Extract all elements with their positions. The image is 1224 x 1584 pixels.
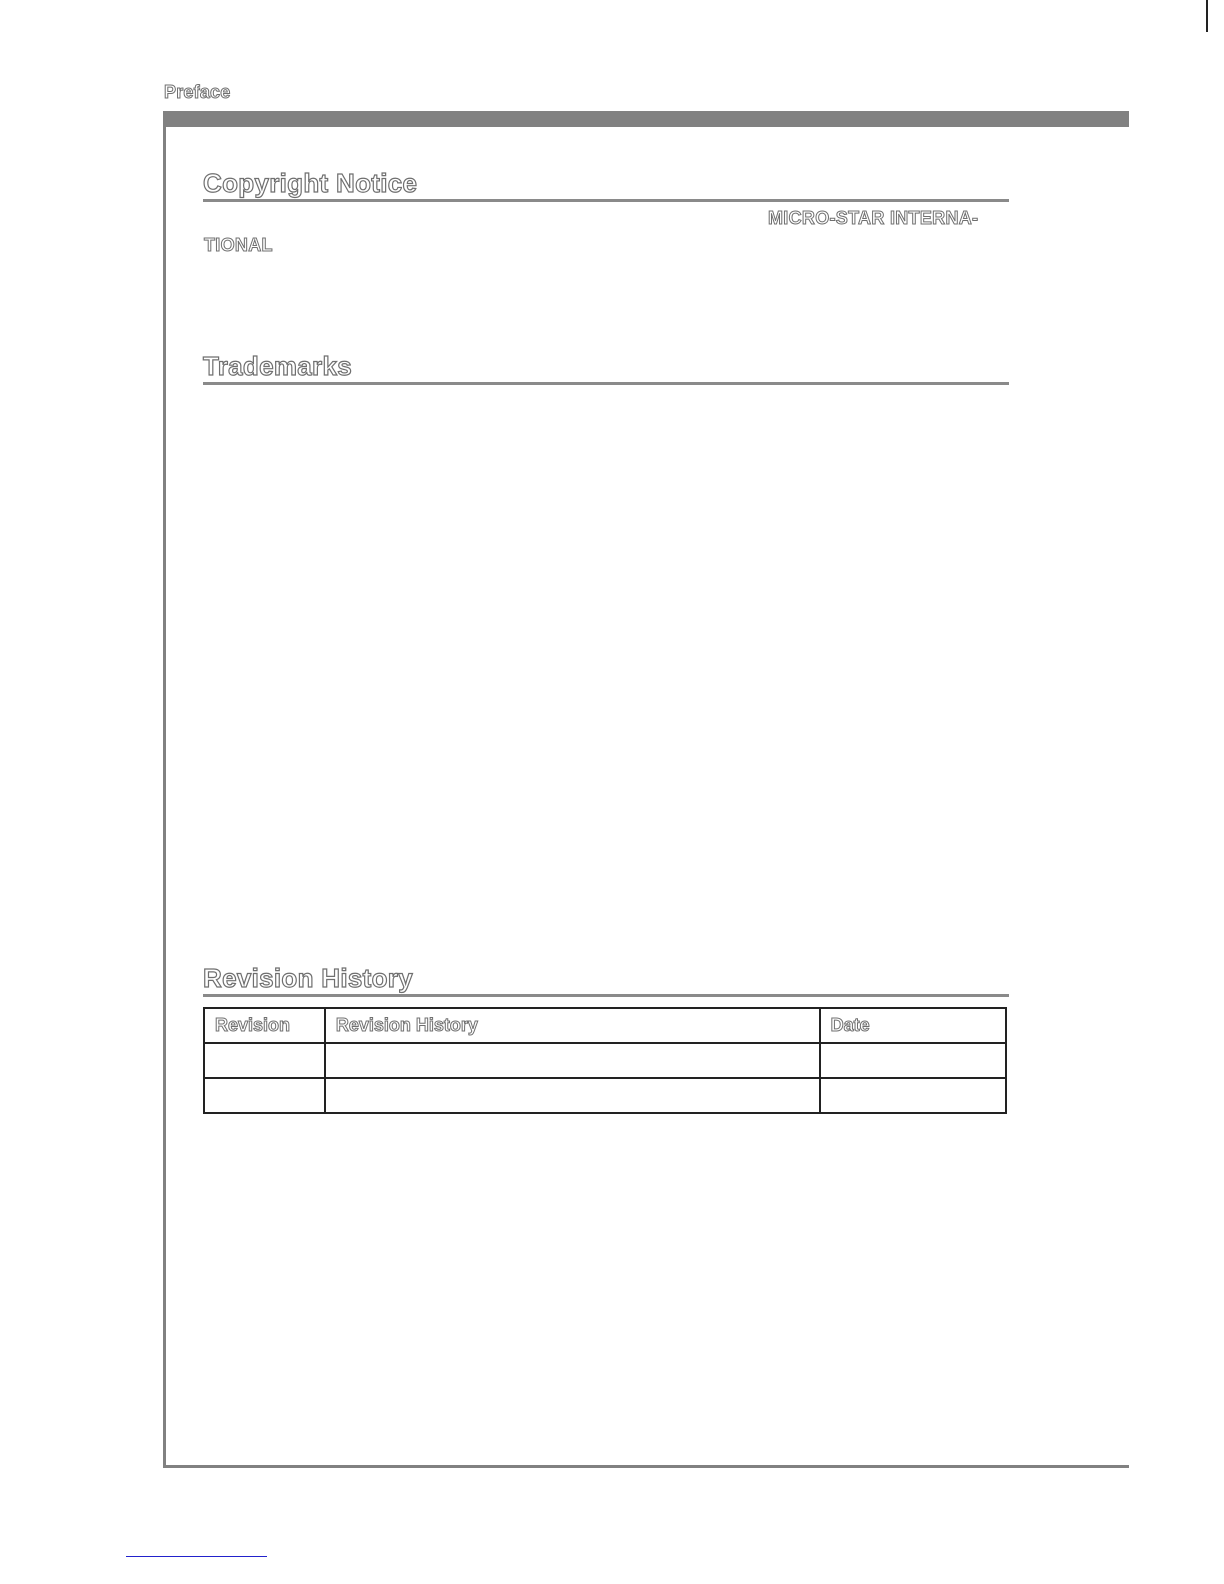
table-cell — [820, 1043, 1006, 1078]
footer-link-underline[interactable] — [126, 1556, 267, 1557]
company-name-part-2: TIONAL — [204, 235, 273, 255]
table-row — [204, 1043, 1006, 1078]
date-column-header: Date — [820, 1008, 1006, 1043]
page-corner-mark — [1206, 0, 1208, 32]
left-margin-rule — [163, 111, 166, 1467]
table-cell — [204, 1078, 325, 1113]
revision-history-column-header: Revision History — [325, 1008, 820, 1043]
table-cell — [204, 1043, 325, 1078]
trademarks-heading: Trademarks — [203, 351, 1009, 385]
copyright-notice-heading: Copyright Notice — [203, 168, 1009, 202]
revision-history-table — [203, 1007, 1007, 1114]
table-row — [204, 1078, 1006, 1113]
revision-history-heading: Revision History — [203, 963, 1009, 997]
table-cell — [325, 1043, 820, 1078]
section-label: Preface — [164, 82, 231, 102]
header-bar — [164, 111, 1129, 127]
revision-column-header: Revision — [204, 1008, 325, 1043]
company-name-part-1: MICRO-STAR INTERNA- — [768, 208, 979, 228]
table-header-row — [204, 1008, 1006, 1043]
bottom-rule — [163, 1465, 1129, 1468]
table-cell — [325, 1078, 820, 1113]
table-cell — [820, 1078, 1006, 1113]
